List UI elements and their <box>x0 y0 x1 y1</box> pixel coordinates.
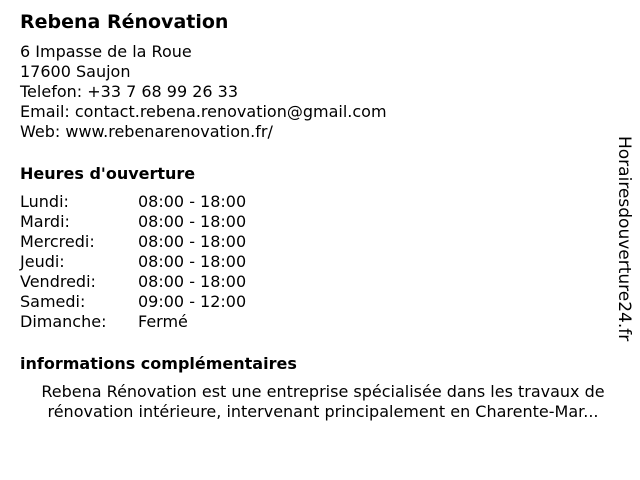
email-line: Email: contact.rebena.renovation@gmail.com <box>20 102 387 121</box>
hours-row-saturday <box>20 292 610 312</box>
hours-row-friday <box>20 272 610 292</box>
address-line-2: 17600 Saujon <box>20 62 131 81</box>
hours-row-thursday <box>20 252 610 272</box>
hours-row-monday <box>20 192 610 212</box>
time-value: 08:00 - 18:00 <box>138 252 247 271</box>
watermark-text: Horairesdouverture24.fr <box>614 136 634 342</box>
address-line-1: 6 Impasse de la Roue <box>20 42 192 61</box>
time-value: Fermé <box>138 312 188 331</box>
hours-row-wednesday <box>20 232 610 252</box>
day-label: Mardi: <box>20 212 70 231</box>
day-label: Dimanche: <box>20 312 107 331</box>
time-value: 08:00 - 18:00 <box>138 232 247 251</box>
day-label: Mercredi: <box>20 232 95 251</box>
info-heading: informations complémentaires <box>20 354 297 373</box>
hours-row-sunday <box>20 312 610 332</box>
phone-line: Telefon: +33 7 68 99 26 33 <box>20 82 239 101</box>
hours-heading: Heures d'ouverture <box>20 164 196 183</box>
day-label: Lundi: <box>20 192 69 211</box>
hours-row-tuesday <box>20 212 610 232</box>
info-description-line-2: rénovation intérieure, intervenant principalement en Charente-Mar... <box>47 402 599 421</box>
business-name: Rebena Rénovation <box>20 11 229 33</box>
business-card <box>20 10 610 422</box>
time-value: 09:00 - 12:00 <box>138 292 247 311</box>
hours-table <box>20 192 610 332</box>
day-label: Jeudi: <box>20 252 65 271</box>
time-value: 08:00 - 18:00 <box>138 272 247 291</box>
watermark <box>610 136 634 346</box>
time-value: 08:00 - 18:00 <box>138 192 247 211</box>
info-description-line-1: Rebena Rénovation est une entreprise spécialisée dans les travaux de <box>41 382 605 401</box>
day-label: Vendredi: <box>20 272 96 291</box>
day-label: Samedi: <box>20 292 86 311</box>
time-value: 08:00 - 18:00 <box>138 212 247 231</box>
web-line: Web: www.rebenarenovation.fr/ <box>20 122 273 141</box>
